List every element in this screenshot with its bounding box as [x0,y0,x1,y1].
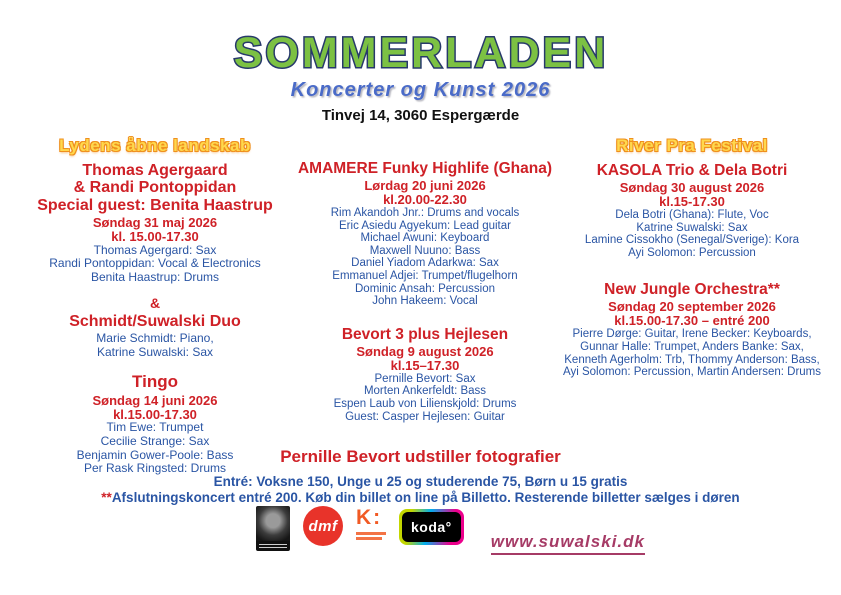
kommune-logo-label: K: [356,506,383,529]
left-column-header: Lydens åbne landskab [59,136,251,155]
lineup-line: Dominic Ansah: Percussion [355,282,495,295]
entry-info-line: Entré: Voksne 150, Unge u 25 og studerende 75, Børn u 15 gratis [213,474,628,489]
page-title: SOMMERLADEN [233,29,608,77]
kommune-logo [356,506,386,540]
lineup-line: Per Rask Ringsted: Drums [83,461,227,476]
event-new-jungle [558,281,826,378]
poster-header [0,26,841,124]
dmf-logo-label: dmf [308,517,338,535]
right-column-header: River Pra Festival [616,136,768,155]
lineup-line: Emmanuel Adjei: Trumpet/flugelhorn [332,270,518,283]
venue-address: Tinvej 14, 3060 Espergærde [321,107,520,124]
lineup-line: Marie Schmidt: Piano, [96,330,214,345]
event-date-line: kl. 15.00-17.30 [111,228,199,244]
event-date-line: Søndag 30 august 2026 [619,180,765,196]
portrait-image [256,506,290,541]
entry-note-line [0,490,841,506]
event-date-line: kl.15–17.30 [390,357,460,373]
exhibition-note: Pernille Bevort udstiller fotografier [280,447,561,466]
lineup-line: Daniel Yiadom Adarkwa: Sax [351,257,499,270]
event-date-line: Søndag 9 august 2026 [356,344,494,360]
event-date-line: Søndag 14 juni 2026 [92,392,218,408]
event-bevort [288,326,562,423]
koda-logo-label: koda° [402,512,461,542]
event-title-line: New Jungle Orchestra** [604,281,780,299]
lineup-line: Katrine Suwalski: Sax [96,344,214,359]
amp-separator: & [149,294,161,311]
event-title-line: Tingo [132,372,178,392]
lineup-line: Eric Asiedu Agyekum: Lead guitar [339,219,511,232]
event-date-line: Søndag 31 maj 2026 [92,214,218,230]
lineup-line: Ayi Solomon: Percussion [628,246,756,259]
event-title-line: & Randi Pontoppidan [73,179,237,197]
lineup-line: Thomas Agergard: Sax [93,242,217,257]
middle-column [288,160,562,423]
event-title-line: AMAMERE Funky Highlife (Ghana) [297,160,553,177]
event-agergaard [28,162,282,285]
event-schmidt-suwalski [28,295,282,360]
event-date-line: Lørdag 20 juni 2026 [364,178,486,194]
lineup-line: Pierre Dørge: Guitar, Irene Becker: Keyboards, [572,328,812,341]
event-kasola [558,162,826,259]
lineup-line: Morten Ankerfeldt: Bass [363,385,487,398]
right-column [558,136,826,379]
lineup-line: Benita Haastrup: Drums [90,269,220,284]
event-date-line: Søndag 20 september 2026 [608,299,776,315]
sponsor-logos-row [256,506,645,555]
kommune-logo-smalltext [356,532,386,540]
lineup-line: Ayi Solomon: Percussion, Martin Andersen: Drums [562,366,821,379]
lineup-line: Cecilie Strange: Sax [100,434,210,449]
lineup-line: Kenneth Agerholm: Trb, Thommy Anderson: Bass, [564,353,820,366]
lineup-line: Randi Pontoppidan: Vocal & Electronics [49,256,261,271]
event-date-line: kl.20.00-22.30 [383,191,467,207]
footnote-stars: ** [101,489,112,505]
entry-note-text: Afslutningskoncert entré 200. Køb din billet on line på Billetto. Resterende billetter sælges i døren [111,489,740,505]
dmf-logo [303,506,343,546]
lineup-line: Maxwell Nuuno: Bass [369,244,481,257]
event-title-line: Special guest: Benita Haastrup [37,196,273,214]
event-date-line: kl.15.00-17.30 [113,406,197,422]
event-title-line: KASOLA Trio & Dela Botri [596,162,788,179]
koda-logo [399,509,464,545]
lineup-line: Espen Laub von Lilienskjold: Drums [333,398,517,411]
sommerladen-title-art [141,26,701,78]
event-title-line: Schmidt/Suwalski Duo [69,312,241,330]
event-date-line: kl.15.00-17.30 – entré 200 [614,313,770,329]
lineup-line: Tim Ewe: Trumpet [106,420,204,435]
lineup-line: Lamine Cissokho (Senegal/Sverige): Kora [584,234,800,247]
entry-info [0,474,841,506]
lineup-line: Pernille Bevort: Sax [374,372,476,385]
foundation-portrait-logo [256,506,290,551]
lineup-line: Guest: Casper Hejlesen: Guitar [345,410,505,423]
event-title-line: Thomas Agergaard [82,162,228,179]
page-subtitle: Koncerter og Kunst 2026 [290,79,551,101]
lineup-line: John Hakeem: Vocal [372,295,478,308]
event-date-line: kl.15-17.30 [659,193,725,209]
website-link[interactable]: www.suwalski.dk [491,532,645,555]
lineup-line: Katrine Suwalski: Sax [636,221,748,234]
lineup-line: Michael Awuni: Keyboard [360,232,490,245]
lineup-line: Benjamin Gower-Poole: Bass [76,447,234,462]
lineup-line: Gunnar Halle: Trumpet, Anders Banke: Sax, [580,340,804,353]
event-amamere [288,160,562,308]
left-column [28,136,282,476]
portrait-caption-band [256,541,290,551]
lineup-line: Rim Akandoh Jnr.: Drums and vocals [330,206,520,219]
event-title-line: Bevort 3 plus Hejlesen [341,325,509,343]
lineup-line: Dela Botri (Ghana): Flute, Voc [615,208,769,221]
